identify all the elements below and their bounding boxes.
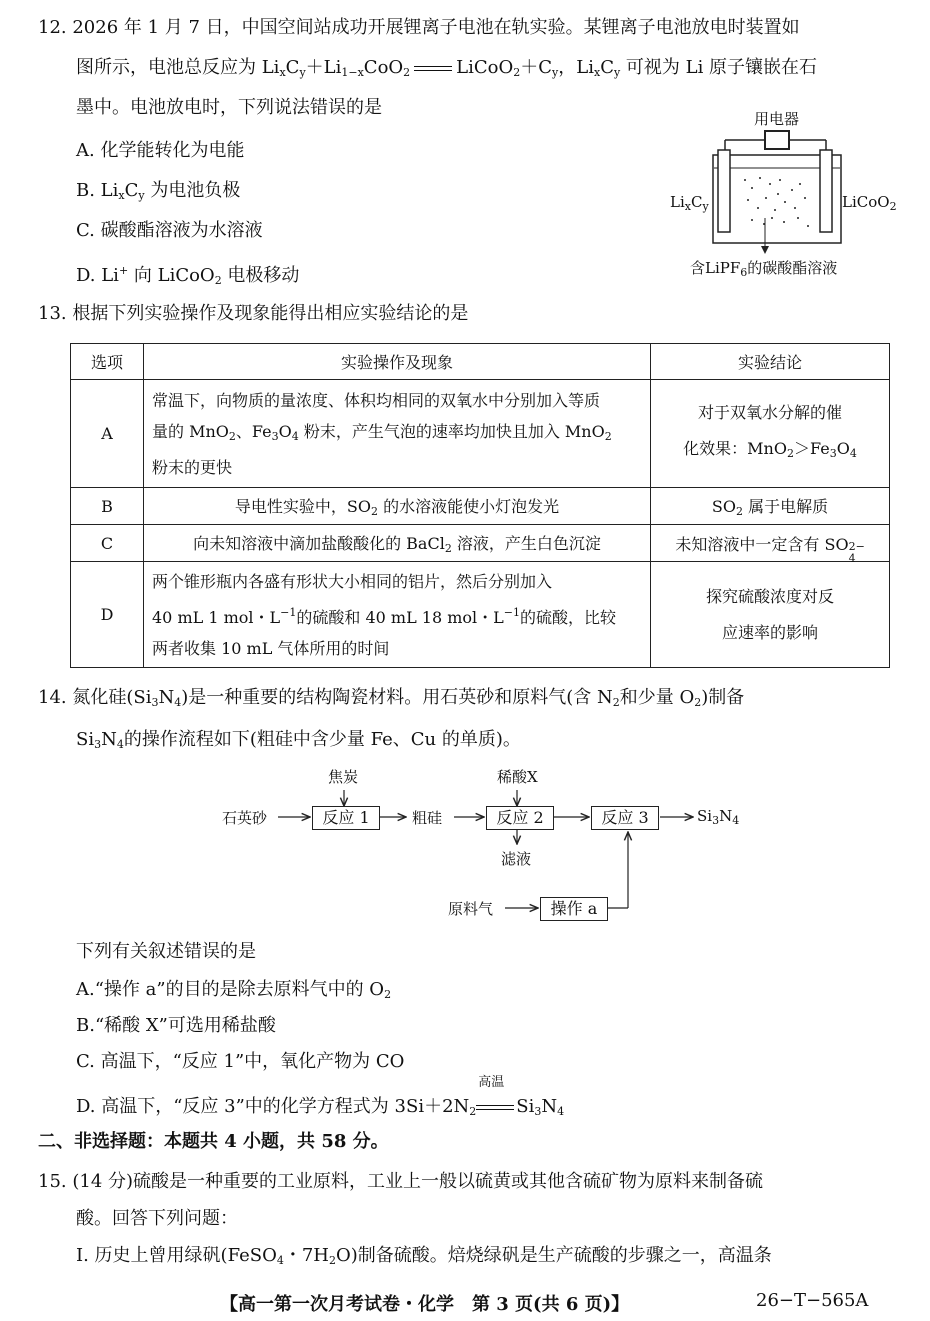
row-c-conclusion: 未知溶液中一定含有 SO 2− 4 [651,525,890,562]
appliance-label: 用电器 [754,110,800,128]
row-d-conclusion: 探究硫酸浓度对反 应速率的影响 [651,562,890,668]
q14-stem: 下列有关叙述错误的是 [76,941,256,962]
table-row [71,562,890,668]
q14-line-1: 14. 氮化硅$(Si_3N_4)$是一种重要的结构陶瓷材料。用石英砂和原料气(含 $N_2$和少量 $O_2$)制备 [38,687,745,709]
feed-gas-label: 原料气 [448,900,494,918]
quartz-sand-label: 石英砂 [222,809,268,827]
product-label: $Si_3N_4$ [697,807,740,827]
q14-option-d: D. 高温下，“反应 3”中的化学方程式为 $3Si+2N_2$ 高温 $Si_3N_4$ [76,1075,565,1118]
q13-table [70,343,890,668]
dilute-acid-x-label: 稀酸X [497,768,538,786]
row-label: C [71,525,144,562]
table-header-row [71,344,890,380]
q14-option-c: C. 高温下，“反应 1”中，氧化产物为 CO [76,1051,405,1072]
q14-option-b: B.“稀酸 X”可选用稀盐酸 [76,1015,276,1036]
row-label: B [71,488,144,525]
header-operation: 实验操作及现象 [144,344,651,380]
row-label: D [71,562,144,668]
electrolyte-label: 含LiPF$_6$的碳酸酯溶液 [690,259,838,279]
header-conclusion: 实验结论 [651,344,890,380]
q14-option-a: A.“操作 a”的目的是除去原料气中的 $O_2$ [76,979,392,1001]
reaction-2-box: 反应 2 [486,806,554,830]
table-row [71,525,890,562]
footer-title: 【高一第一次月考试卷・化学 第 3 页(共 6 页)】 [220,1294,630,1315]
reaction-3-box: 反应 3 [591,806,659,830]
equals-sign [414,66,452,71]
row-label: A [71,380,144,488]
reaction-1-box: 反应 1 [312,806,380,830]
q15-line-1: 15. (14 分)硫酸是一种重要的工业原料，工业上一般以硫黄或其他含硫矿物为原料来制备硫 [38,1171,764,1192]
q14-line-2: $Si_3N_4$的操作流程如下(粗硅中含少量 Fe、Cu 的单质)。 [76,729,521,751]
row-a-operation: 常温下，向物质的量浓度、体积均相同的双氧水中分别加入等质 量的 MnO$_2$、$Fe_3O_4$ 粉末，产生气泡的速率均加快且加入 MnO$_2$ 粉末的更快 [144,380,651,488]
crude-silicon-label: 粗硅 [412,809,443,827]
q12-option-c: C. 碳酸酯溶液为水溶液 [76,220,263,241]
q12-line-1: 12. 2026 年 1 月 7 日，中国空间站成功开展锂离子电池在轨实验。某锂离子电池放电时装置如 [38,17,800,38]
anode-label: $Li_xC_y$ [670,193,709,213]
row-d-operation: 两个锥形瓶内各盛有形状大小相同的铝片，然后分别加入 40 mL 1 mol・$L^{-1}$的硫酸和 40 mL 18 mol・$L^{-1}$的硫酸，比较 两者收集 10 mL 气体所用的时间 [144,562,651,668]
row-a-conclusion: 对于双氧水分解的催 化效果：$MnO_2>Fe_3O_4$ [651,380,890,488]
table-row [71,488,890,525]
q15-line-2: 酸。回答下列问题： [76,1208,238,1229]
q13-stem: 13. 根据下列实验操作及现象能得出相应实验结论的是 [38,303,469,324]
q15-line-3: Ⅰ. 历史上曾用绿矾(FeSO$_4$・$7H_2O$)制备硫酸。焙烧绿矾是生产硫酸的步骤之一，高温条 [76,1245,772,1267]
table-row [71,380,890,488]
section-2-heading: 二、非选择题：本题共 4 小题，共 58 分。 [38,1131,389,1152]
q12-option-d: D. Li+ 向 LiCoO$_2$ 电极移动 [76,264,300,287]
q12-option-a: A. 化学能转化为电能 [76,140,245,161]
row-c-operation: 向未知溶液中滴加盐酸酸化的 BaCl$_2$ 溶液，产生白色沉淀 [144,525,651,562]
q12-line-3: 墨中。电池放电时，下列说法错误的是 [76,97,382,118]
header-option: 选项 [71,344,144,380]
footer-code: 26−T−565A [756,1290,869,1311]
row-b-operation: 导电性实验中，$SO_2$ 的水溶液能使小灯泡发光 [144,488,651,525]
q12-line-2: 图所示，电池总反应为 $Li_xC_y+Li_{1-x}CoO_2$ $LiCoO_2+C_y$，$Li_xC_y$ 可视为 Li 原子镶嵌在石 [76,57,818,79]
row-b-conclusion: $SO_2$ 属于电解质 [651,488,890,525]
operation-a-box: 操作 a [540,897,608,921]
coke-label: 焦炭 [328,768,359,786]
filtrate-label: 滤液 [501,850,532,868]
q12-option-b: B. $Li_xC_y$ 为电池负极 [76,180,241,202]
reaction-condition: 高温 [476,1095,516,1119]
cathode-label: LiCoO$_2$ [842,193,897,213]
